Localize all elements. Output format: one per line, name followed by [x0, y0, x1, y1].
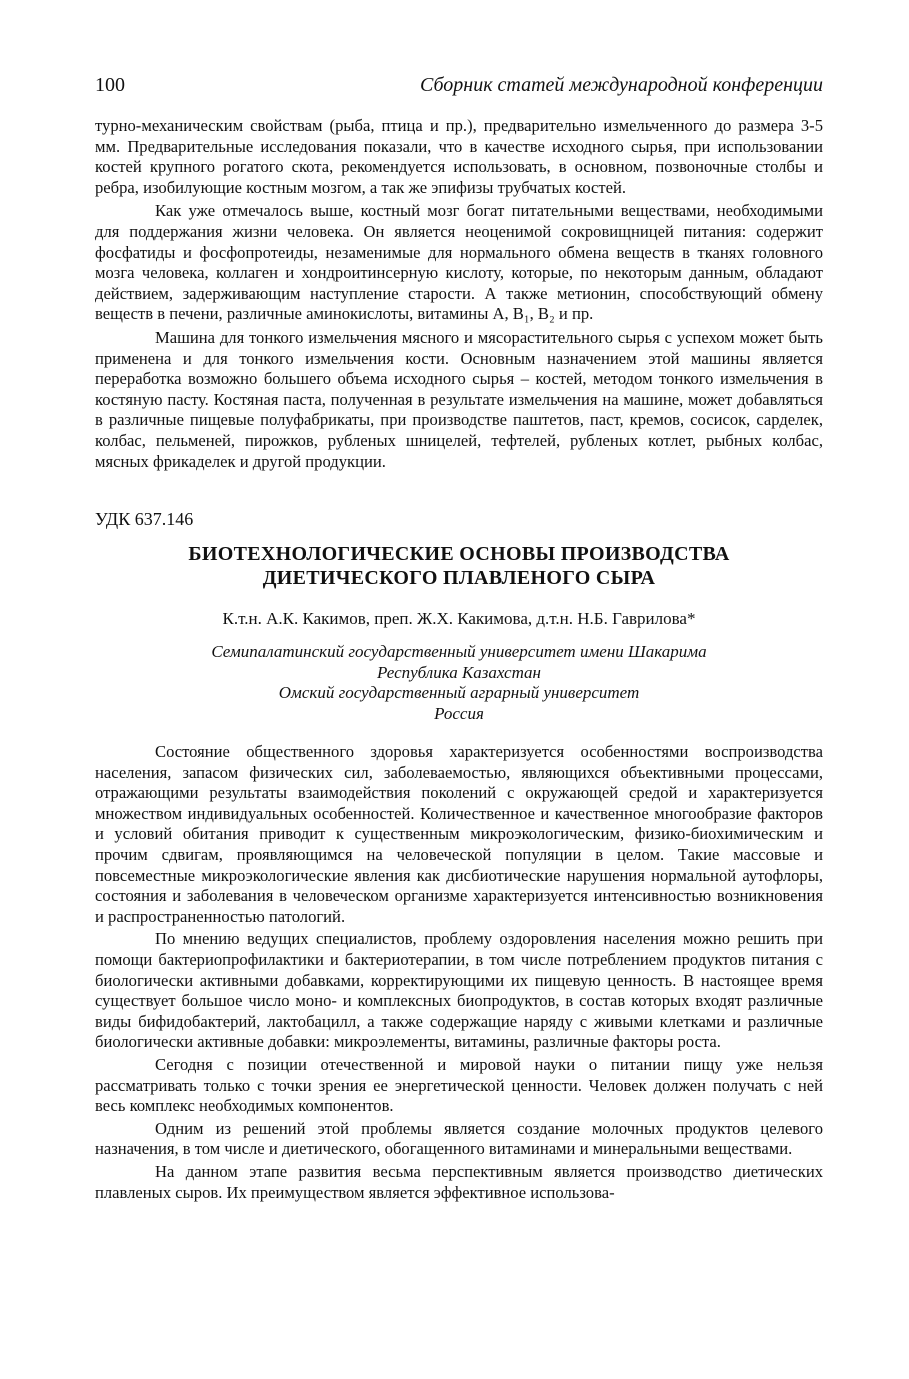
running-title: Сборник статей международной конференции	[420, 74, 823, 96]
affiliation-line: Семипалатинский государственный университет имени Шакарима	[211, 642, 707, 662]
previous-article-continuation	[95, 116, 823, 472]
paragraph: На данном этапе развития весьма перспективным является производство диетических плавленых сыров. Их преимуществом является эффективное использова-	[95, 1161, 823, 1202]
paragraph: Одним из решений этой проблемы является создание молочных продуктов целевого назначения, в том числе и диетического, обогащенного витаминами и минеральными веществами.	[95, 1118, 823, 1159]
affiliation-line: Россия	[434, 703, 484, 723]
page-body	[95, 116, 823, 1203]
udk-code: УДК 637.146	[95, 509, 194, 530]
article-title-line: БИОТЕХНОЛОГИЧЕСКИЕ ОСНОВЫ ПРОИЗВОДСТВА	[188, 543, 730, 566]
paragraph: Машина для тонкого измельчения мясного и мясорастительного сырья с успехом может быть применена и для тонкого измельчения кости. Основным назначением этой машины является переработка возможно большего объема исходного сырья – костей, методом тонкого измельчения в костяную пасту. Костяная паста, полученная в результате измельчения на машине, может добавляться в различные пищевые полуфабрикаты, при производстве паштетов, паст, кремов, сосисок, сарделек, колбас, пельменей, пирожков, рубленых шницелей, тефтелей, рубленых котлет, рыбных колбас, мясных фрикаделек и другой продукции.	[95, 327, 823, 471]
page-header	[95, 74, 823, 104]
affiliation-line: Омский государственный аграрный университет	[278, 683, 640, 703]
affiliation-line: Республика Казахстан	[376, 662, 541, 682]
page-number: 100	[95, 74, 125, 96]
paragraph: Сегодня с позиции отечественной и мировой науки о питании пищу уже нельзя рассматривать только с точки зрения ее энергетической ценности. Человек должен получать с ней весь комплекс необходимых компонентов.	[95, 1055, 823, 1116]
article-body	[95, 742, 823, 1203]
authors-line: К.т.н. А.К. Какимов, преп. Ж.Х. Какимова, д.т.н. Н.Б. Гаврилова*	[222, 609, 696, 629]
paragraph: По мнению ведущих специалистов, проблему оздоровления населения можно решить при помощи бактериопрофилактики и бактериотерапии, в том числе потреблением продуктов питания с биологически активными добавками, корректирующими их пищевую ценность. В настоящее время существует большое число моно- и комплексных биопродуктов, в состав которых входят различные виды бифидобактерий, лактобацилл, а также содержащие наряду с живыми клетками и различные биологически активные добавки: микроэлементы, витамины, различные факторы роста.	[95, 929, 823, 1052]
paragraph: Состояние общественного здоровья характеризуется особенностями воспроизводства населения, запасом физических сил, заболеваемостью, являющихся объективными процессами, отражающими результаты взаимодействия поколений с окружающей средой и характеризуется множеством индивидуальных особенностей. Количественное и качественное многообразие факторов и условий обитания приводит к существенным микроэкологическим, физико-биохимическим и прочим сдвигам, проявляющимся на человеческой популяции в целом. Такие массовые и повсеместные микроэкологические явления как дисбиотические нарушения нормальной аутофлоры, состояния и заболевания в человеческом организме характеризуется интенсивностью возникновения и распространенностью патологий.	[95, 742, 823, 926]
article-title	[95, 542, 823, 590]
article-title-line: ДИЕТИЧЕСКОГО ПЛАВЛЕНОГО СЫРА	[262, 567, 656, 590]
paragraph: турно-механическим свойствам (рыба, птица и пр.), предварительно измельченного до размера 3-5 мм. Предварительные исследования показали, что в качестве исходного сырья, при использовании костей крупного рогатого скота, рекомендуется использовать, в основном, позвоночные столбы и ребра, изобилующие костным мозгом, а так же эпифизы трубчатых костей.	[95, 116, 823, 197]
paragraph: Как уже отмечалось выше, костный мозг богат питательными веществами, необходимыми для поддержания жизни человека. Он является неоценимой сокровищницей питания: содержит фосфатиды и фосфопротеиды, незаменимые для нормального обмена веществ в тканях головного мозга человека, коллаген и хондроитинсерную кислоту, которые, по некоторым данным, обладают действием, задерживающим наступление старости. А также метионин, способствующий обмену веществ в печени, различные аминокислоты, витамины А, В₁, В₂ и пр.	[95, 201, 823, 324]
affiliations	[95, 642, 823, 724]
